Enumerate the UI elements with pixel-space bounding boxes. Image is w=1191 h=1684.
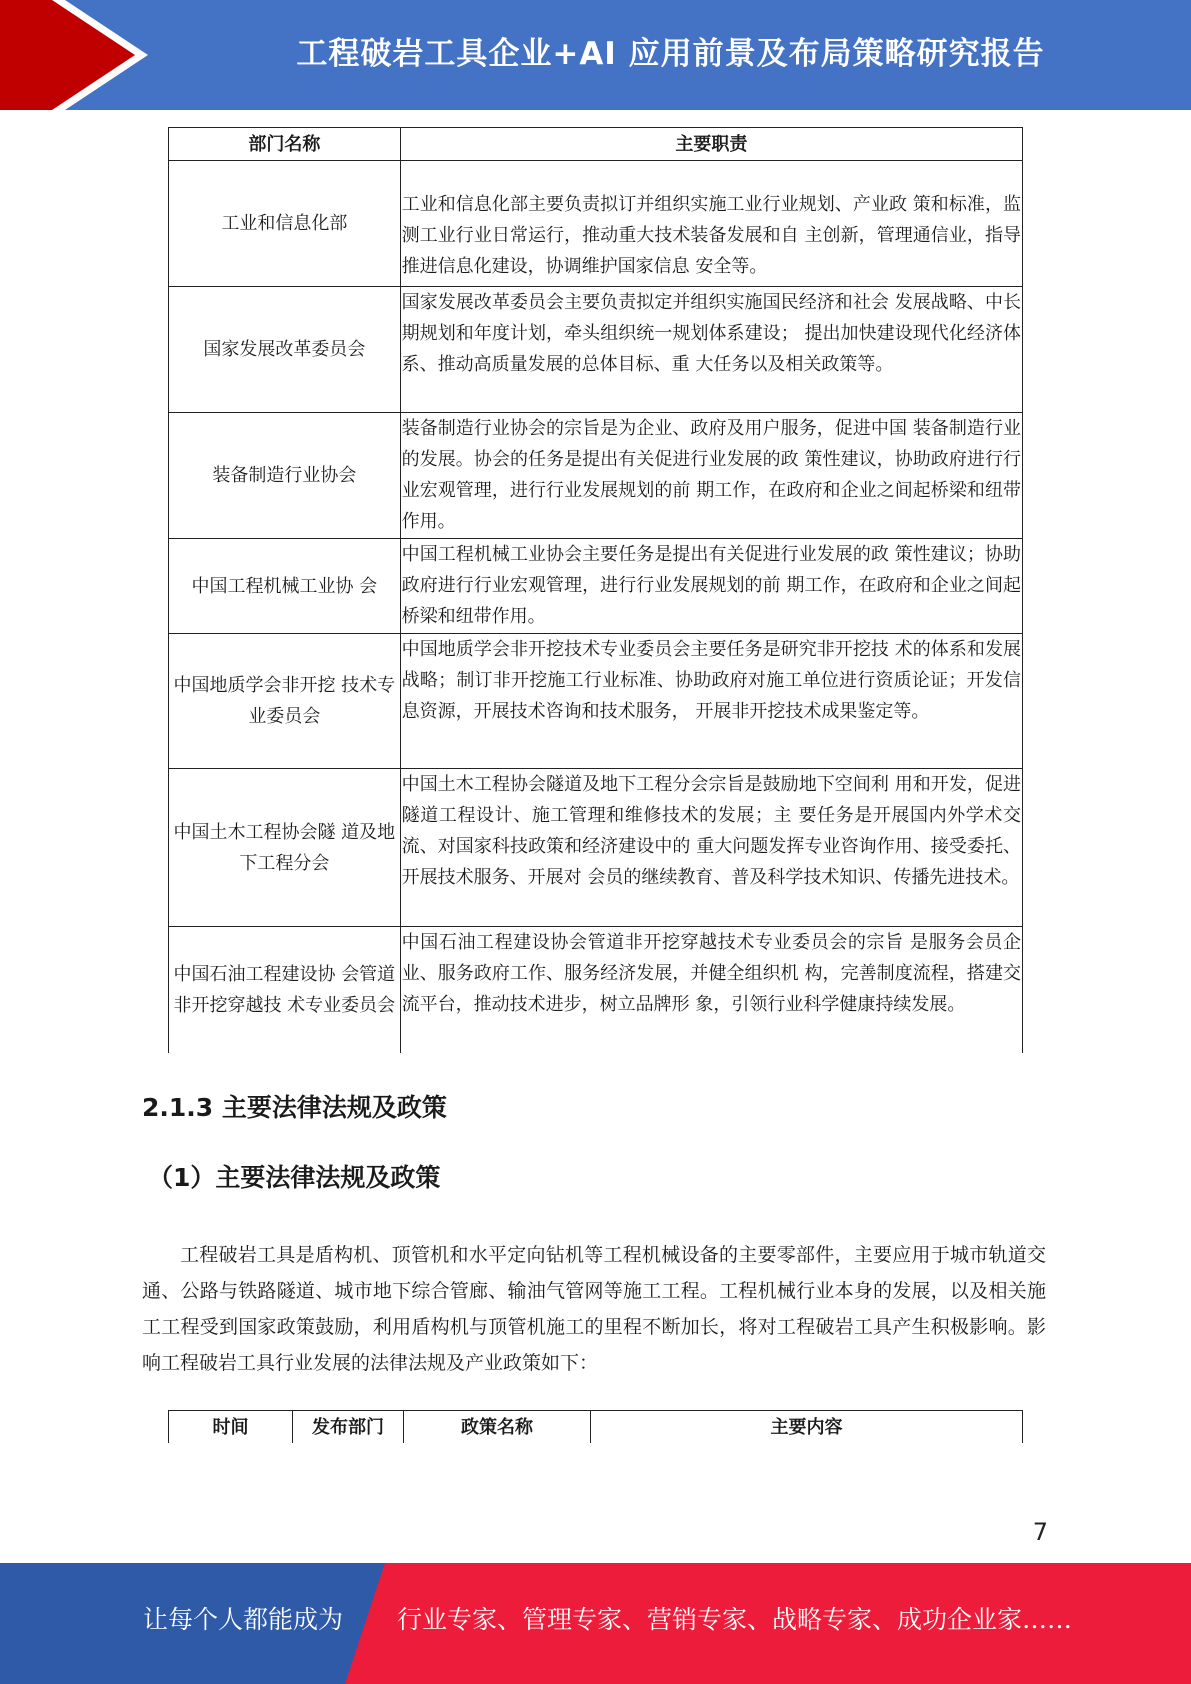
table-header-row (169, 1411, 1023, 1444)
footer-slogan-left: 让每个人都能成为 (143, 1605, 344, 1634)
page-number: 7 (1032, 1518, 1048, 1546)
table-row (169, 287, 1023, 413)
policy-table (168, 1410, 1023, 1443)
department-name: 中国地质学会非开挖 技术专业委员会 (169, 634, 401, 769)
column-header-main-content: 主要内容 (591, 1411, 1023, 1444)
table-row (169, 161, 1023, 287)
department-name: 装备制造行业协会 (169, 413, 401, 539)
column-header-time: 时间 (169, 1411, 293, 1444)
table-row (169, 413, 1023, 539)
column-header-issuer: 发布部门 (293, 1411, 404, 1444)
department-duty: 中国工程机械工业协会主要任务是提出有关促进行业发展的政 策性建议；协助政府进行行业宏观管理，进行行业发展规划的前 期工作，在政府和企业之间起桥梁和纽带作用。 (400, 539, 1022, 634)
department-name: 国家发展改革委员会 (169, 287, 401, 413)
department-duty: 中国地质学会非开挖技术专业委员会主要任务是研究非开挖技 术的体系和发展战略；制订非开挖施工行业标准、协助政府对施工单位进行资质论证；开发信息资源，开展技术咨询和技术服务， 开展非开挖技术成果鉴定等。 (400, 634, 1022, 769)
department-duty: 装备制造行业协会的宗旨是为企业、政府及用户服务，促进中国 装备制造行业的发展。协会的任务是提出有关促进行业发展的政 策性建议，协助政府进行行业宏观管理，进行行业发展规划的前 期工作，在政府和企业之间起桥梁和纽带作用。 (400, 413, 1022, 539)
column-header-policy-name: 政策名称 (404, 1411, 591, 1444)
table-row (169, 927, 1023, 1053)
column-header-department: 部门名称 (169, 128, 401, 161)
department-name: 工业和信息化部 (169, 161, 401, 287)
section-heading: 2.1.3 主要法律法规及政策 (142, 1093, 447, 1122)
department-duty: 工业和信息化部主要负责拟订并组织实施工业行业规划、产业政 策和标准，监测工业行业日常运行，推动重大技术装备发展和自 主创新，管理通信业，指导推进信息化建设，协调维护国家信息 安全等。 (400, 161, 1022, 287)
footer-slogan-right: 行业专家、管理专家、营销专家、战略专家、成功企业家…… (397, 1605, 1073, 1634)
table-row (169, 634, 1023, 769)
table-row (169, 769, 1023, 927)
department-duty: 国家发展改革委员会主要负责拟定并组织实施国民经济和社会 发展战略、中长期规划和年度计划，牵头组织统一规划体系建设； 提出加快建设现代化经济体系、推动高质量发展的总体目标、重 大任务以及相关政策等。 (400, 287, 1022, 413)
column-header-duties: 主要职责 (400, 128, 1022, 161)
department-name: 中国石油工程建设协 会管道非开挖穿越技 术专业委员会 (169, 927, 401, 1053)
table-row (169, 539, 1023, 634)
section-subheading: （1）主要法律法规及政策 (148, 1163, 441, 1192)
department-name: 中国土木工程协会隧 道及地下工程分会 (169, 769, 401, 927)
department-duty: 中国石油工程建设协会管道非开挖穿越技术专业委员会的宗旨 是服务会员企业、服务政府工作、服务经济发展，并健全组织机 构，完善制度流程，搭建交流平台，推动技术进步，树立品牌形 象，引领行业科学健康持续发展。 (400, 927, 1022, 1053)
header-arrow-decoration (0, 0, 160, 110)
table-header-row (169, 128, 1023, 161)
department-table (168, 127, 1023, 1053)
report-title: 工程破岩工具企业+AI 应用前景及布局策略研究报告 (296, 36, 1045, 72)
department-name: 中国工程机械工业协 会 (169, 539, 401, 634)
body-paragraph: 工程破岩工具是盾构机、顶管机和水平定向钻机等工程机械设备的主要零部件，主要应用于城市轨道交通、公路与铁路隧道、城市地下综合管廊、输油气管网等施工工程。工程机械行业本身的发展，以及相关施工工程受到国家政策鼓励，利用盾构机与顶管机施工的里程不断加长，将对工程破岩工具产生积极影响。影响工程破岩工具行业发展的法律法规及产业政策如下： (142, 1244, 1046, 1374)
department-duty: 中国土木工程协会隧道及地下工程分会宗旨是鼓励地下空间利 用和开发，促进隧道工程设计、施工管理和维修技术的发展；主 要任务是开展国内外学术交流、对国家科技政策和经济建设中的 重大问题发挥专业咨询作用、接受委托、开展技术服务、开展对 会员的继续教育、普及科学技术知识、传播先进技术。 (400, 769, 1022, 927)
